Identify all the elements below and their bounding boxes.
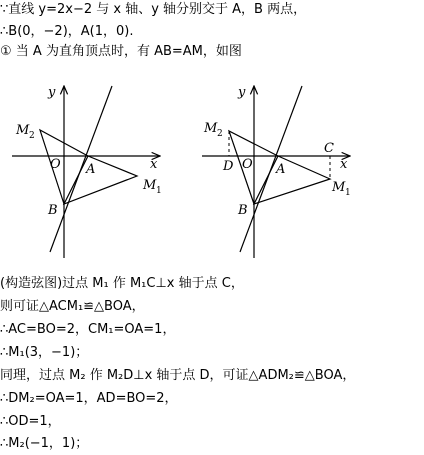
label-y: y: [238, 85, 246, 100]
label-m2-sub: 2: [29, 131, 35, 141]
text-line-5: 则可证△ACM₁≌△BOA，: [0, 299, 145, 314]
label-m1: M: [143, 178, 157, 193]
label-y: y: [48, 85, 56, 100]
label-m1-sub: 1: [345, 188, 351, 198]
label-o: O: [242, 157, 253, 172]
text-line-6: ∴AC=BO=2，CM₁=OA=1，: [0, 322, 176, 337]
label-b: B: [238, 203, 248, 218]
label-a: A: [86, 162, 96, 177]
triangle-abm1: [64, 156, 137, 204]
text-line-4: (构造弦图)过点 M₁ 作 M₁C⊥x 轴于点 C，: [0, 276, 244, 291]
label-m2-sub: 2: [217, 129, 223, 139]
text-line-8: 同理，过点 M₂ 作 M₂D⊥x 轴于点 D，可证△ADM₂≌△BOA，: [0, 368, 356, 383]
triangle-abm1: [254, 156, 330, 204]
label-b: B: [48, 203, 58, 218]
text-line-2: ∴B(0，−2)，A(1，0).: [0, 24, 134, 39]
label-a: A: [276, 162, 286, 177]
text-line-10: ∴OD=1，: [0, 414, 61, 429]
label-m1-sub: 1: [156, 186, 162, 196]
text-line-3: ① 当 A 为直角顶点时，有 AB=AM，如图: [0, 44, 242, 59]
text-line-1: ∵直线 y=2x−2 与 x 轴、y 轴分别交于 A，B 两点，: [0, 2, 307, 17]
figure-right: [190, 78, 370, 268]
label-o: O: [50, 157, 61, 172]
label-x: x: [150, 157, 158, 172]
text-line-7: ∴M₁(3，−1)；: [0, 345, 89, 360]
label-m2: M: [16, 123, 30, 138]
label-m2: M: [204, 121, 218, 136]
label-d: D: [223, 159, 234, 174]
label-c: C: [324, 141, 334, 156]
figure-left: [0, 78, 180, 268]
label-x: x: [340, 157, 348, 172]
text-line-9: ∴DM₂=OA=1，AD=BO=2，: [0, 391, 178, 406]
label-m1: M: [332, 180, 346, 195]
text-line-11: ∴M₂(−1，1)；: [0, 436, 89, 451]
